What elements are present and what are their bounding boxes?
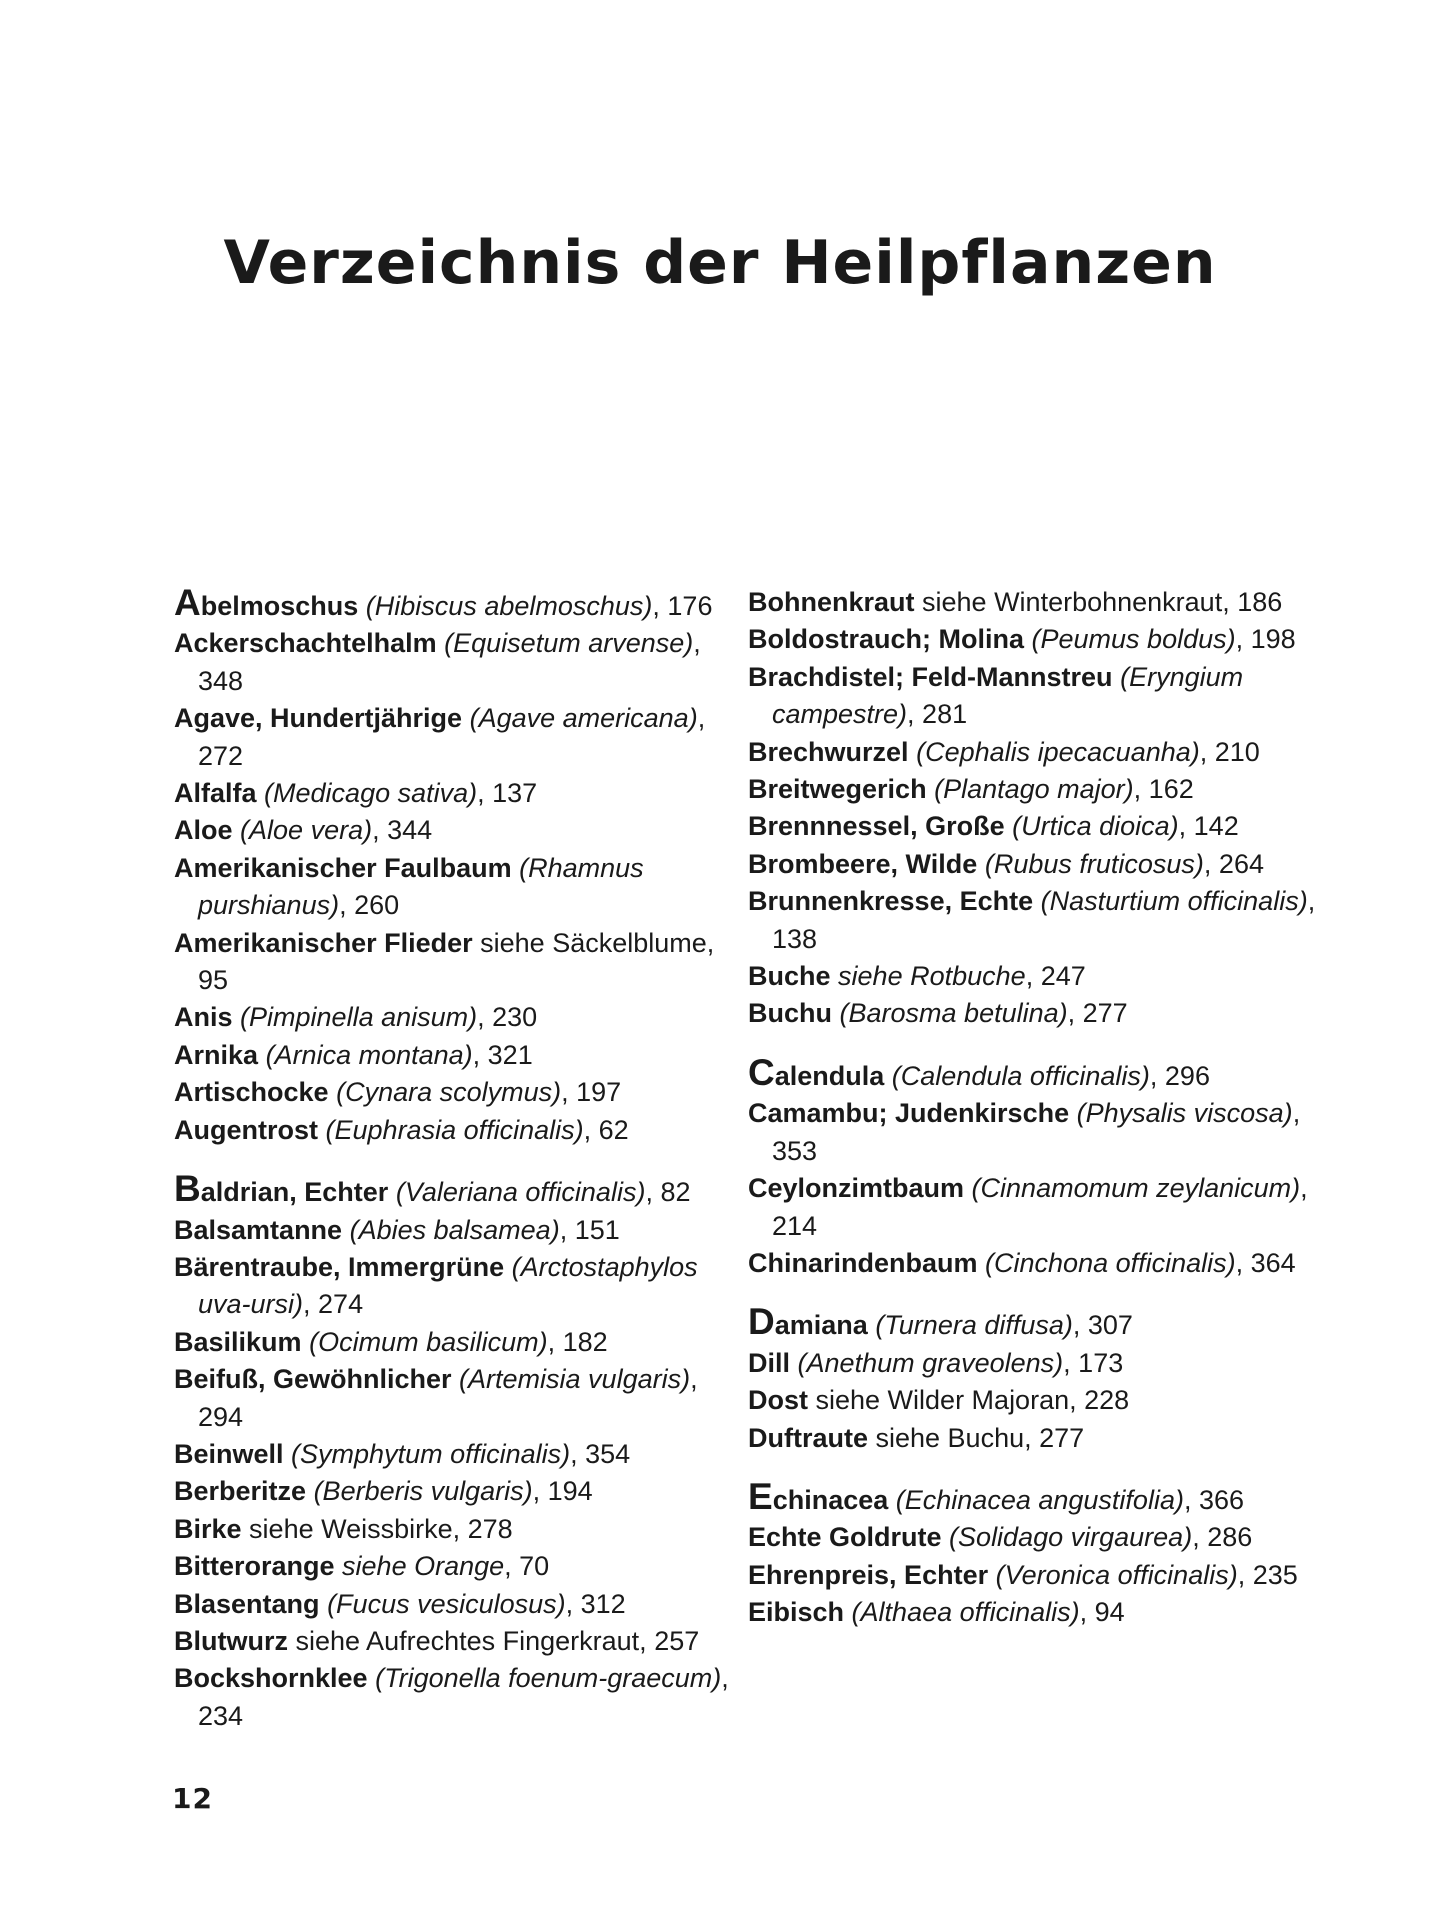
index-entry xyxy=(174,1548,734,1585)
entry-plant-name: Alfalfa xyxy=(174,778,257,809)
index-entry xyxy=(174,1361,734,1436)
entry-plant-name: Dost xyxy=(748,1385,808,1416)
index-entry xyxy=(748,1345,1328,1382)
entry-latin-name: (Fucus vesiculosus) xyxy=(327,1588,566,1619)
entry-plant-name: Berberitze xyxy=(174,1476,307,1507)
index-entry xyxy=(174,584,734,625)
index-entry xyxy=(174,850,734,925)
entry-page-ref: , 294 xyxy=(198,1364,698,1432)
entry-page-ref: , 354 xyxy=(570,1438,631,1469)
entry-page-ref: , 137 xyxy=(477,778,538,809)
index-entry xyxy=(748,1051,1328,1095)
entry-page-ref: , 70 xyxy=(504,1551,550,1582)
entry-latin-name: (Barosma betulina) xyxy=(839,998,1068,1029)
entry-plant-name: Brachdistel; Feld-Mannstreu xyxy=(748,661,1113,692)
entry-latin-name: (Berberis vulgaris) xyxy=(313,1476,533,1507)
index-entry xyxy=(174,1112,734,1149)
index-entry xyxy=(748,958,1328,995)
index-entry xyxy=(748,584,1328,621)
entry-plant-name: Augentrost xyxy=(174,1114,318,1145)
entry-latin-name: (Plantago major) xyxy=(934,774,1134,805)
index-entry xyxy=(174,1586,734,1623)
entry-page-ref: , 272 xyxy=(198,703,706,771)
entry-page-ref: , 194 xyxy=(532,1476,593,1507)
entry-initial-letter: B xyxy=(174,1168,201,1210)
entry-page-ref: , 230 xyxy=(477,1002,538,1033)
entry-latin-name: (Veronica officinalis) xyxy=(995,1559,1238,1590)
entry-latin-name: (Cynara scolymus) xyxy=(336,1077,562,1108)
letter-group-gap xyxy=(748,1282,1328,1303)
entry-plant-name: Blutwurz xyxy=(174,1625,288,1656)
entry-latin-name: (Arctostaphylos uva-ursi) xyxy=(198,1251,698,1320)
entry-plant-name: Ackerschachtelhalm xyxy=(174,628,437,659)
index-entry xyxy=(174,1249,734,1324)
entry-latin-name: (Urtica dioica) xyxy=(1012,811,1179,842)
entry-page-ref: siehe Winterbohnenkraut, 186 xyxy=(914,587,1283,617)
entry-latin-name: (Calendula officinalis) xyxy=(891,1060,1150,1091)
entry-plant-name: Brunnenkresse, Echte xyxy=(748,886,1034,917)
entry-page-ref: , 274 xyxy=(303,1289,364,1320)
entry-page-ref: , 364 xyxy=(1235,1247,1296,1278)
index-entry xyxy=(174,1473,734,1510)
index-entry xyxy=(174,1660,734,1735)
index-entry xyxy=(748,1519,1328,1556)
index-entry xyxy=(174,700,734,775)
index-entry xyxy=(748,1475,1328,1519)
page-title: Verzeichnis der Heilpflanzen xyxy=(223,228,1217,298)
entry-page-ref: , 210 xyxy=(1199,736,1260,767)
index-entry xyxy=(174,925,734,1000)
index-entry xyxy=(748,621,1328,658)
index-entry xyxy=(748,1095,1328,1170)
entry-initial-letter: C xyxy=(748,1051,775,1093)
entry-plant-name: Buchu xyxy=(748,998,832,1029)
entry-plant-name: Blasentang xyxy=(174,1588,320,1619)
entry-plant-name: Brechwurzel xyxy=(748,736,909,767)
entry-plant-name: Calendula xyxy=(748,1051,885,1093)
index-entry xyxy=(748,771,1328,808)
entry-plant-name: Breitwegerich xyxy=(748,774,927,805)
entry-page-ref: , 353 xyxy=(772,1098,1301,1166)
entry-plant-name: Balsamtanne xyxy=(174,1214,343,1245)
entry-plant-name: Aloe xyxy=(174,815,233,846)
entry-page-ref: , 151 xyxy=(559,1214,620,1245)
entry-page-ref: , 214 xyxy=(772,1173,1308,1241)
entry-page-ref: , 344 xyxy=(372,815,433,846)
index-entry xyxy=(174,1074,734,1111)
entry-plant-name: Damiana xyxy=(748,1301,868,1343)
index-entry xyxy=(748,734,1328,771)
entry-plant-name: Buche xyxy=(748,961,831,992)
index-entry xyxy=(748,1382,1328,1419)
entry-page-ref: siehe Säckelblume, 95 xyxy=(198,927,715,996)
entry-latin-name: (Peumus boldus) xyxy=(1031,624,1236,655)
entry-initial-letter: D xyxy=(748,1301,775,1343)
index-entry xyxy=(748,808,1328,845)
index-entry xyxy=(748,1557,1328,1594)
entry-page-ref: , 235 xyxy=(1237,1559,1298,1590)
index-entry xyxy=(174,1436,734,1473)
entry-page-ref: siehe Buchu, 277 xyxy=(868,1422,1085,1453)
entry-plant-name: Birke xyxy=(174,1513,242,1544)
index-column-right xyxy=(748,584,1328,1632)
entry-plant-name: Arnika xyxy=(174,1039,259,1070)
entry-plant-name: Amerikanischer Flieder xyxy=(174,927,473,958)
entry-plant-name: Baldrian, Echter xyxy=(174,1168,389,1210)
entry-initial-letter: A xyxy=(174,582,201,623)
entry-latin-name: (Euphrasia officinalis) xyxy=(325,1114,584,1145)
letter-group-gap xyxy=(748,1033,1328,1054)
entry-latin-name: (Hibiscus abelmoschus) xyxy=(365,591,653,621)
index-entry xyxy=(174,999,734,1036)
entry-plant-name: Echinacea xyxy=(748,1475,889,1517)
entry-plant-name: Echte Goldrute xyxy=(748,1522,942,1553)
index-entry xyxy=(748,1594,1328,1631)
entry-plant-name: Brombeere, Wilde xyxy=(748,848,978,879)
letter-group-gap xyxy=(748,1457,1328,1478)
entry-latin-name: (Pimpinella anisum) xyxy=(240,1002,478,1033)
entry-plant-name: Bohnenkraut xyxy=(748,587,915,617)
entry-latin-name: (Echinacea angustifolia) xyxy=(895,1484,1184,1515)
entry-plant-name: Bitterorange xyxy=(174,1551,335,1582)
entry-latin-name: (Physalis viscosa) xyxy=(1076,1098,1293,1129)
entry-page-ref: , 264 xyxy=(1203,848,1264,879)
index-entry xyxy=(748,1245,1328,1282)
index-entry xyxy=(748,995,1328,1032)
index-entry xyxy=(748,1303,1328,1344)
entry-page-ref: , 142 xyxy=(1178,811,1239,842)
index-entry xyxy=(748,846,1328,883)
entry-plant-name: Basilikum xyxy=(174,1326,302,1357)
index-entry xyxy=(748,659,1328,734)
entry-page-ref: , 312 xyxy=(565,1588,626,1619)
entry-plant-name: Camambu; Judenkirsche xyxy=(748,1098,1070,1129)
entry-latin-name: (Anethum graveolens) xyxy=(797,1347,1064,1378)
entry-page-ref: , 366 xyxy=(1183,1484,1245,1515)
entry-plant-name: Brennnessel, Große xyxy=(748,811,1005,842)
entry-latin-name: (Cinchona officinalis) xyxy=(985,1247,1236,1278)
index-entry xyxy=(748,1420,1328,1457)
entry-page-ref: , 94 xyxy=(1079,1597,1125,1628)
entry-latin-name: (Nasturtium officinalis) xyxy=(1040,886,1308,917)
entry-latin-name: (Abies balsamea) xyxy=(349,1214,560,1245)
entry-latin-name: (Equisetum arvense) xyxy=(444,628,694,659)
index-entry xyxy=(748,883,1328,958)
entry-plant-name: Ceylonzimtbaum xyxy=(748,1173,965,1204)
index-entry xyxy=(174,1324,734,1361)
entry-page-ref: , 286 xyxy=(1192,1522,1253,1553)
entry-page-ref: , 247 xyxy=(1025,961,1086,992)
entry-plant-name: Agave, Hundertjährige xyxy=(174,703,463,734)
index-entry xyxy=(174,1170,734,1211)
entry-latin-name: (Rhamnus purshianus) xyxy=(198,852,644,921)
entry-latin-name: (Valeriana officinalis) xyxy=(395,1177,646,1208)
entry-latin-name: siehe Rotbuche xyxy=(838,961,1026,992)
entry-latin-name: (Althaea officinalis) xyxy=(851,1597,1080,1628)
entry-plant-name: Beinwell xyxy=(174,1438,284,1469)
entry-latin-name: (Solidago virgaurea) xyxy=(949,1522,1193,1553)
entry-latin-name: (Aloe vera) xyxy=(240,815,373,846)
entry-page-ref: , 173 xyxy=(1063,1347,1124,1378)
index-column-left xyxy=(174,584,734,1735)
entry-plant-name: Boldostrauch; Molina xyxy=(748,624,1024,655)
entry-latin-name: (Cephalis ipecacuanha) xyxy=(916,736,1200,767)
entry-latin-name: (Artemisia vulgaris) xyxy=(459,1364,691,1395)
entry-latin-name: siehe Orange xyxy=(342,1551,505,1582)
entry-page-ref: , 197 xyxy=(561,1077,622,1108)
index-entry xyxy=(174,1511,734,1548)
entry-plant-name: Beifuß, Gewöhnlicher xyxy=(174,1364,452,1395)
index-entry xyxy=(174,1623,734,1660)
entry-latin-name: (Trigonella foenum-graecum) xyxy=(375,1663,722,1694)
entry-initial-letter: E xyxy=(748,1475,773,1517)
entry-page-ref: , 82 xyxy=(645,1177,691,1208)
entry-page-ref: , 348 xyxy=(198,628,701,696)
entry-latin-name: (Cinnamomum zeylanicum) xyxy=(971,1173,1301,1204)
index-entry xyxy=(748,1170,1328,1245)
entry-plant-name: Bärentraube, Immergrüne xyxy=(174,1251,505,1282)
page-number: 12 xyxy=(172,1782,213,1815)
entry-page-ref: , 138 xyxy=(772,886,1316,954)
entry-plant-name: Ehrenpreis, Echter xyxy=(748,1559,989,1590)
entry-latin-name: (Symphytum officinalis) xyxy=(291,1438,571,1469)
entry-page-ref: , 198 xyxy=(1235,624,1296,655)
letter-group-gap xyxy=(174,1149,734,1170)
entry-page-ref: siehe Aufrechtes Fingerkraut, 257 xyxy=(288,1625,700,1656)
entry-page-ref: , 296 xyxy=(1149,1060,1210,1091)
index-entry xyxy=(174,775,734,812)
entry-page-ref: , 176 xyxy=(652,591,713,621)
entry-page-ref: , 182 xyxy=(547,1326,608,1357)
entry-plant-name: Chinarindenbaum xyxy=(748,1247,978,1278)
entry-latin-name: (Arnica montana) xyxy=(265,1039,473,1070)
entry-plant-name: Bockshornklee xyxy=(174,1663,368,1694)
entry-page-ref: , 307 xyxy=(1072,1310,1133,1341)
index-entry xyxy=(174,1037,734,1074)
entry-page-ref: , 234 xyxy=(198,1663,729,1731)
entry-page-ref: siehe Wilder Majoran, 228 xyxy=(808,1385,1130,1416)
entry-latin-name: (Turnera diffusa) xyxy=(875,1310,1073,1341)
entry-plant-name: Dill xyxy=(748,1347,791,1378)
entry-page-ref: siehe Weissbirke, 278 xyxy=(241,1513,513,1544)
entry-page-ref: , 62 xyxy=(583,1114,629,1145)
entry-plant-name: Amerikanischer Faulbaum xyxy=(174,852,512,883)
entry-plant-name: Abelmoschus xyxy=(174,582,359,623)
entry-plant-name: Artischocke xyxy=(174,1077,329,1108)
entry-page-ref: , 281 xyxy=(907,699,968,730)
entry-page-ref: , 321 xyxy=(472,1039,533,1070)
entry-latin-name: (Rubus fruticosus) xyxy=(984,848,1204,879)
entry-plant-name: Duftraute xyxy=(748,1422,868,1453)
index-entry xyxy=(174,812,734,849)
index-entry xyxy=(174,625,734,700)
entry-latin-name: (Agave americana) xyxy=(469,703,698,734)
entry-page-ref: , 162 xyxy=(1133,774,1194,805)
entry-plant-name: Eibisch xyxy=(748,1597,845,1628)
entry-latin-name: (Ocimum basilicum) xyxy=(309,1326,548,1357)
entry-latin-name: (Medicago sativa) xyxy=(264,778,478,809)
entry-page-ref: , 277 xyxy=(1067,998,1128,1029)
entry-plant-name: Anis xyxy=(174,1002,233,1033)
entry-page-ref: , 260 xyxy=(339,890,400,921)
entry-latin-name: (Eryngium campestre) xyxy=(772,661,1244,730)
index-entry xyxy=(174,1212,734,1249)
